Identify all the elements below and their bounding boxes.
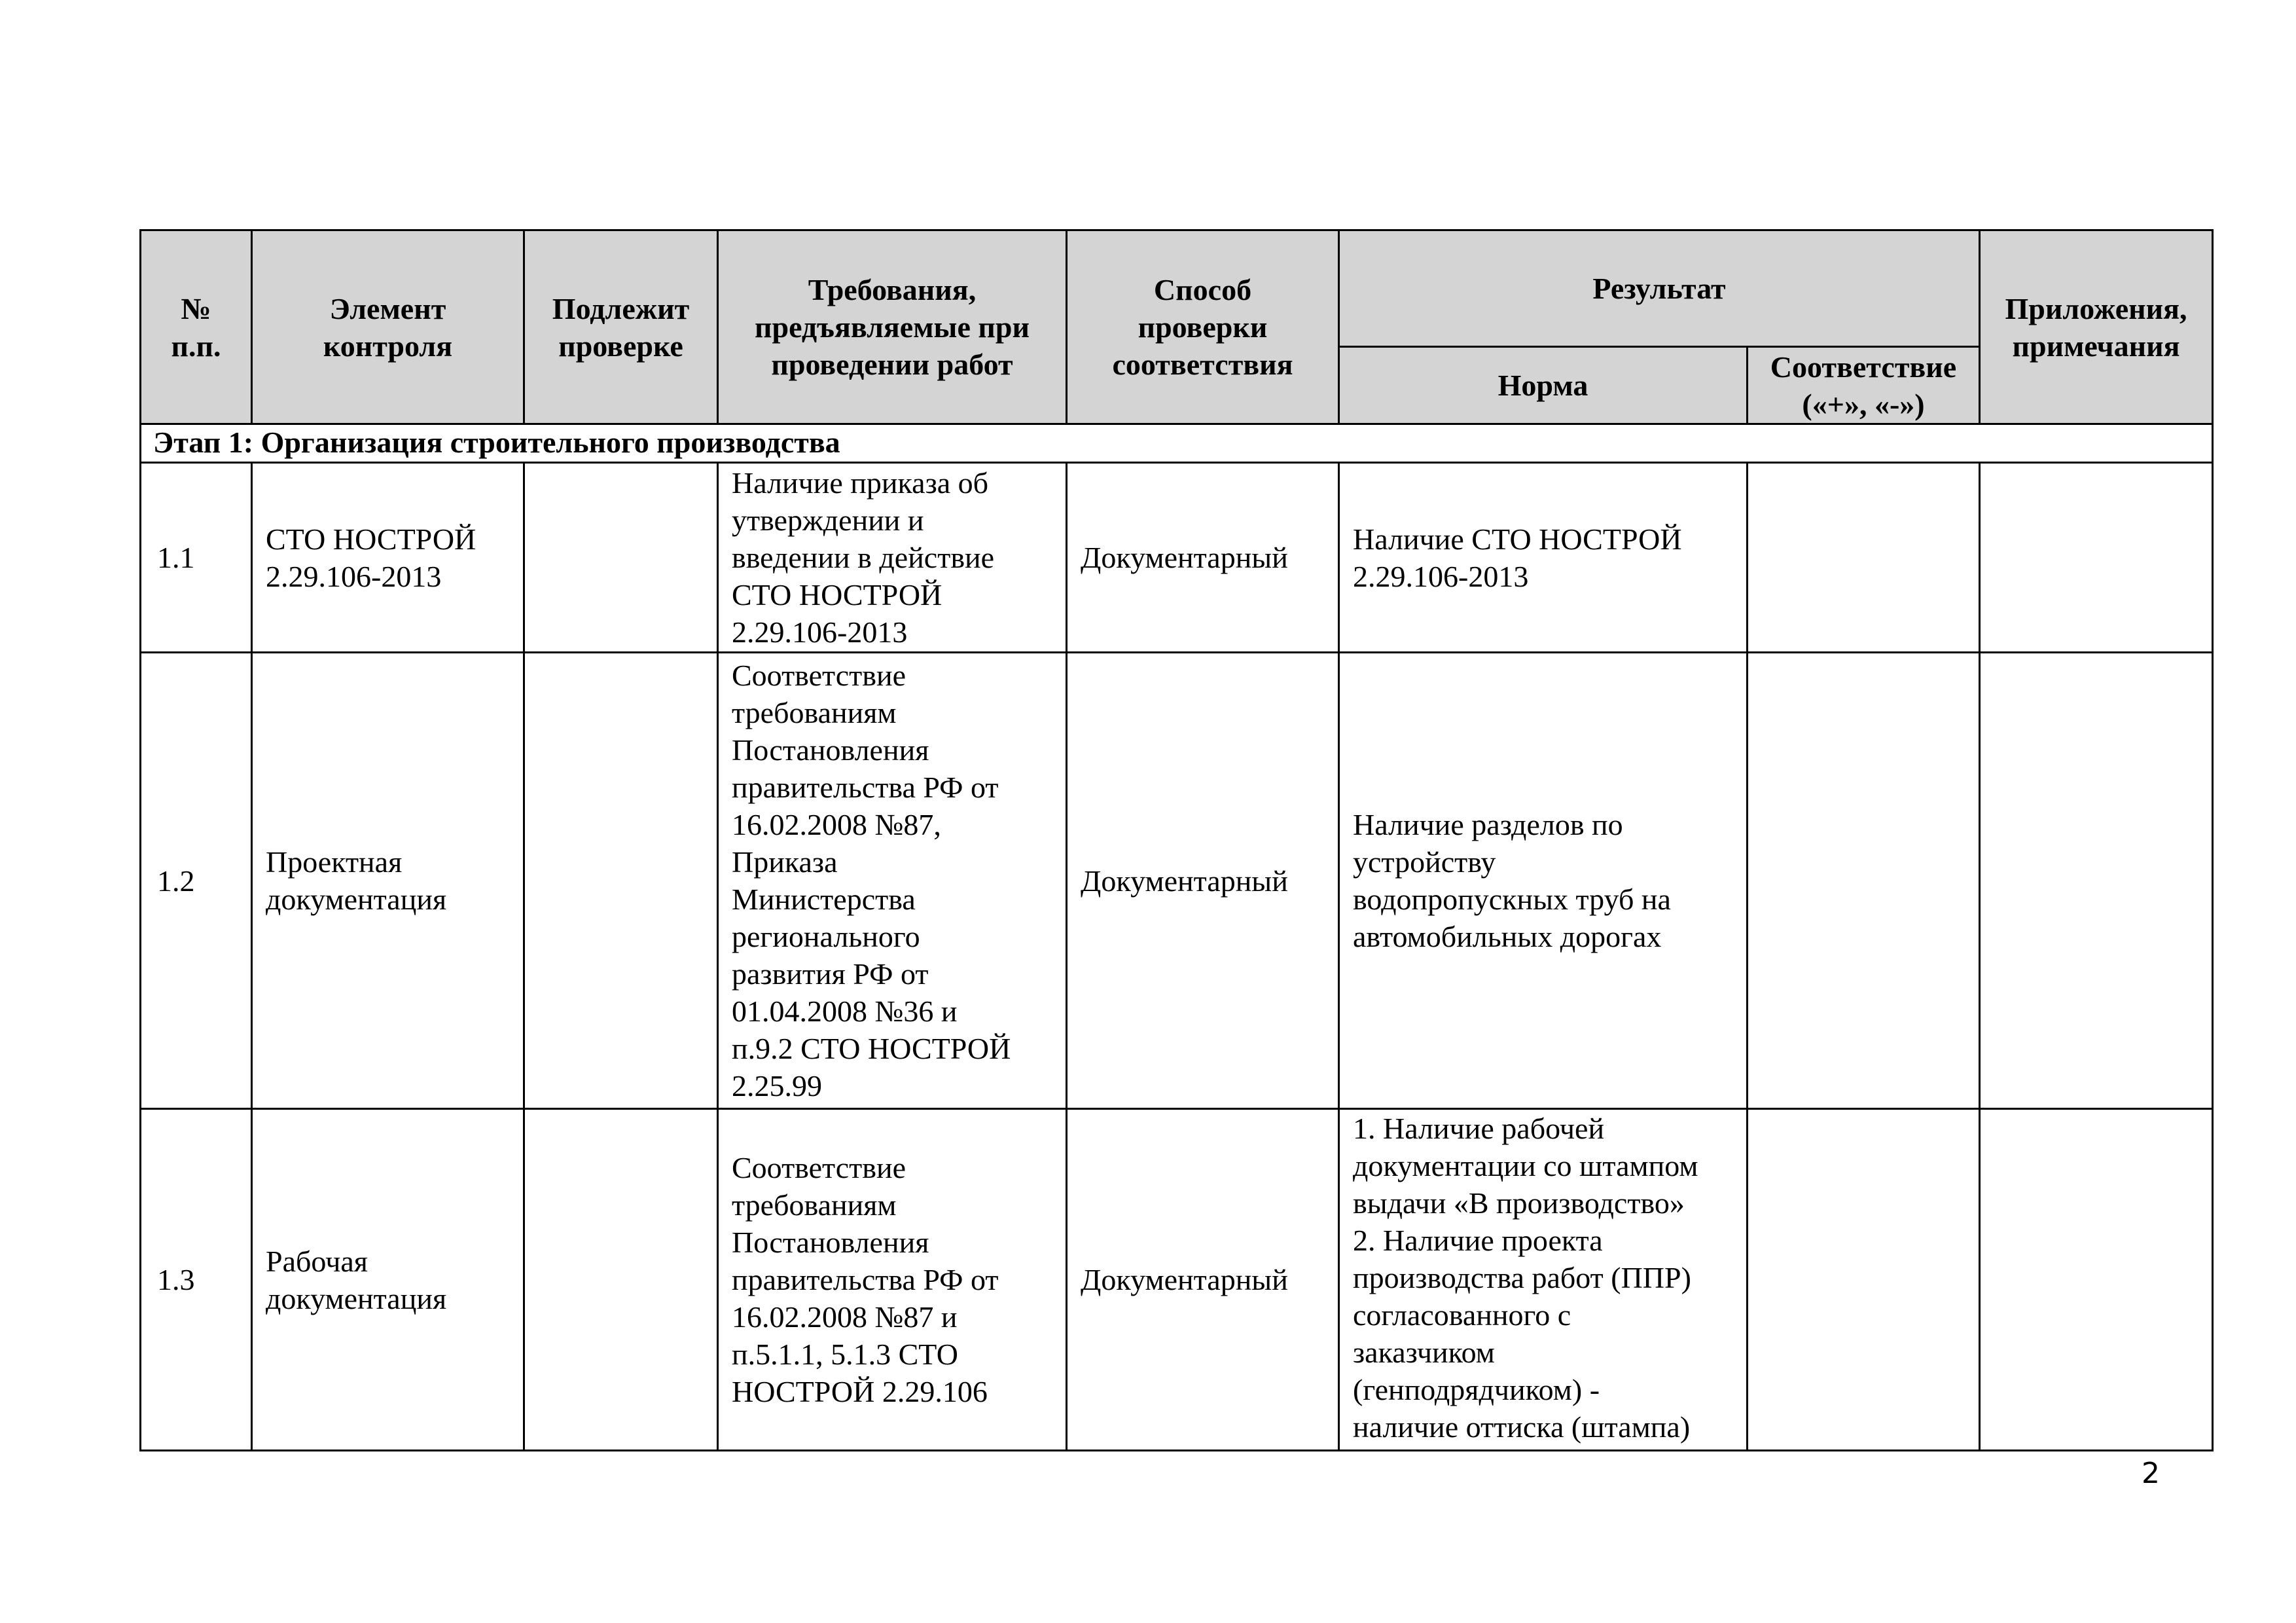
row-notes <box>1980 463 2213 653</box>
row-num: 1.2 <box>141 653 252 1109</box>
page-number: 2 <box>2142 1457 2160 1490</box>
row-subject <box>524 463 718 653</box>
header-norm: Норма <box>1339 347 1748 424</box>
stage-row <box>141 424 2213 463</box>
header-element: Элемент контроля <box>252 230 524 424</box>
header-method: Способ проверки соответствия <box>1067 230 1339 424</box>
table-row <box>141 463 2213 653</box>
row-requirements: Соответствие требованиям Постановления правительства РФ от 16.02.2008 №87 и п.5.1.1, 5.1.3 СТО НОСТРОЙ 2.29.106 <box>718 1109 1067 1451</box>
header-subject: Подлежит проверке <box>524 230 718 424</box>
row-norm: 1. Наличие рабочей документации со штампом выдачи «В производство» 2. Наличие проекта производства работ (ППР) согласованного с заказчиком (генподрядчиком) - наличие оттиска (штампа) <box>1339 1109 1748 1451</box>
row-method: Документарный <box>1067 1109 1339 1451</box>
row-notes <box>1980 1109 2213 1451</box>
row-requirements: Соответствие требованиям Постановления правительства РФ от 16.02.2008 №87, Приказа Министерства регионального развития РФ от 01.04.2008 №36 и п.9.2 СТО НОСТРОЙ 2.25.99 <box>718 653 1067 1109</box>
header-requirements: Требования, предъявляемые при проведении работ <box>718 230 1067 424</box>
row-element: СТО НОСТРОЙ 2.29.106-2013 <box>252 463 524 653</box>
header-result: Результат <box>1339 230 1980 347</box>
row-norm: Наличие разделов по устройству водопропускных труб на автомобильных дорогах <box>1339 653 1748 1109</box>
header-row <box>141 230 2213 347</box>
header-num: № п.п. <box>141 230 252 424</box>
row-compliance <box>1748 653 1980 1109</box>
row-method: Документарный <box>1067 463 1339 653</box>
row-element: Проектная документация <box>252 653 524 1109</box>
header-compliance: Соответствие («+», «-») <box>1748 347 1980 424</box>
table-row <box>141 1109 2213 1451</box>
table-row <box>141 653 2213 1109</box>
control-table <box>139 229 2214 1451</box>
stage-title: Этап 1: Организация строительного производства <box>141 424 2213 463</box>
row-subject <box>524 1109 718 1451</box>
row-compliance <box>1748 1109 1980 1451</box>
row-num: 1.1 <box>141 463 252 653</box>
row-requirements: Наличие приказа об утверждении и введении в действие СТО НОСТРОЙ 2.29.106-2013 <box>718 463 1067 653</box>
header-notes: Приложения, примечания <box>1980 230 2213 424</box>
row-compliance <box>1748 463 1980 653</box>
row-norm: Наличие СТО НОСТРОЙ 2.29.106-2013 <box>1339 463 1748 653</box>
row-element: Рабочая документация <box>252 1109 524 1451</box>
row-notes <box>1980 653 2213 1109</box>
row-num: 1.3 <box>141 1109 252 1451</box>
row-subject <box>524 653 718 1109</box>
row-method: Документарный <box>1067 653 1339 1109</box>
